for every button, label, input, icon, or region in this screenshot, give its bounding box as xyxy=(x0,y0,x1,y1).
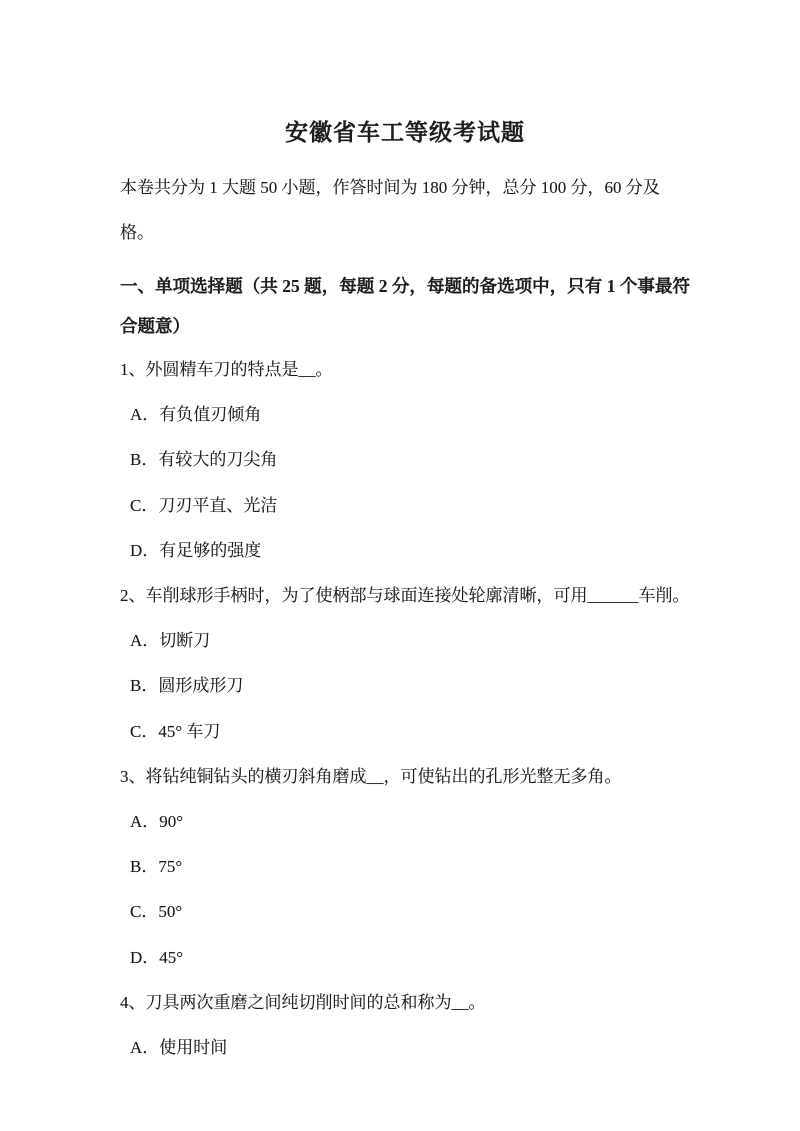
question-1-text: 1、外圆精车刀的特点是__。 xyxy=(120,359,333,379)
question-4-option-a: A．使用时间 xyxy=(130,1038,228,1058)
question-3-option-d: D．45° xyxy=(130,947,184,967)
exam-title: 安徽省车工等级考试题 xyxy=(285,120,525,145)
question-2-option-b: B．圆形成形刀 xyxy=(130,676,244,696)
question-3-option-c: C．50° xyxy=(130,902,183,922)
question-2-option-a: A．切断刀 xyxy=(130,631,211,651)
question-2-text: 2、车削球形手柄时，为了使柄部与球面连接处轮廓清晰，可用______车削。 xyxy=(120,585,690,605)
exam-intro: 本卷共分为 1 大题 50 小题，作答时间为 180 分钟，总分 100 分，60 分及格。 xyxy=(120,177,660,243)
section-heading: 一、单项选择题（共 25 题，每题 2 分，每题的备选项中，只有 1 个事最符合题意） xyxy=(120,275,690,337)
question-2-option-c: C．45° 车刀 xyxy=(130,721,221,741)
question-3-text: 3、将钻纯铜钻头的横刃斜角磨成__，可使钻出的孔形光整无多角。 xyxy=(120,766,622,786)
question-1-option-c: C．刀刃平直、光洁 xyxy=(130,495,278,515)
question-1-option-d: D．有足够的强度 xyxy=(130,540,262,560)
question-4-text: 4、刀具两次重磨之间纯切削时间的总和称为__。 xyxy=(120,992,486,1012)
question-3-option-a: A．90° xyxy=(130,812,184,831)
question-1-option-b: B．有较大的刀尖角 xyxy=(130,450,278,470)
question-3-option-b: B．75° xyxy=(130,857,183,877)
question-1-option-a: A．有负值刃倾角 xyxy=(130,405,262,425)
